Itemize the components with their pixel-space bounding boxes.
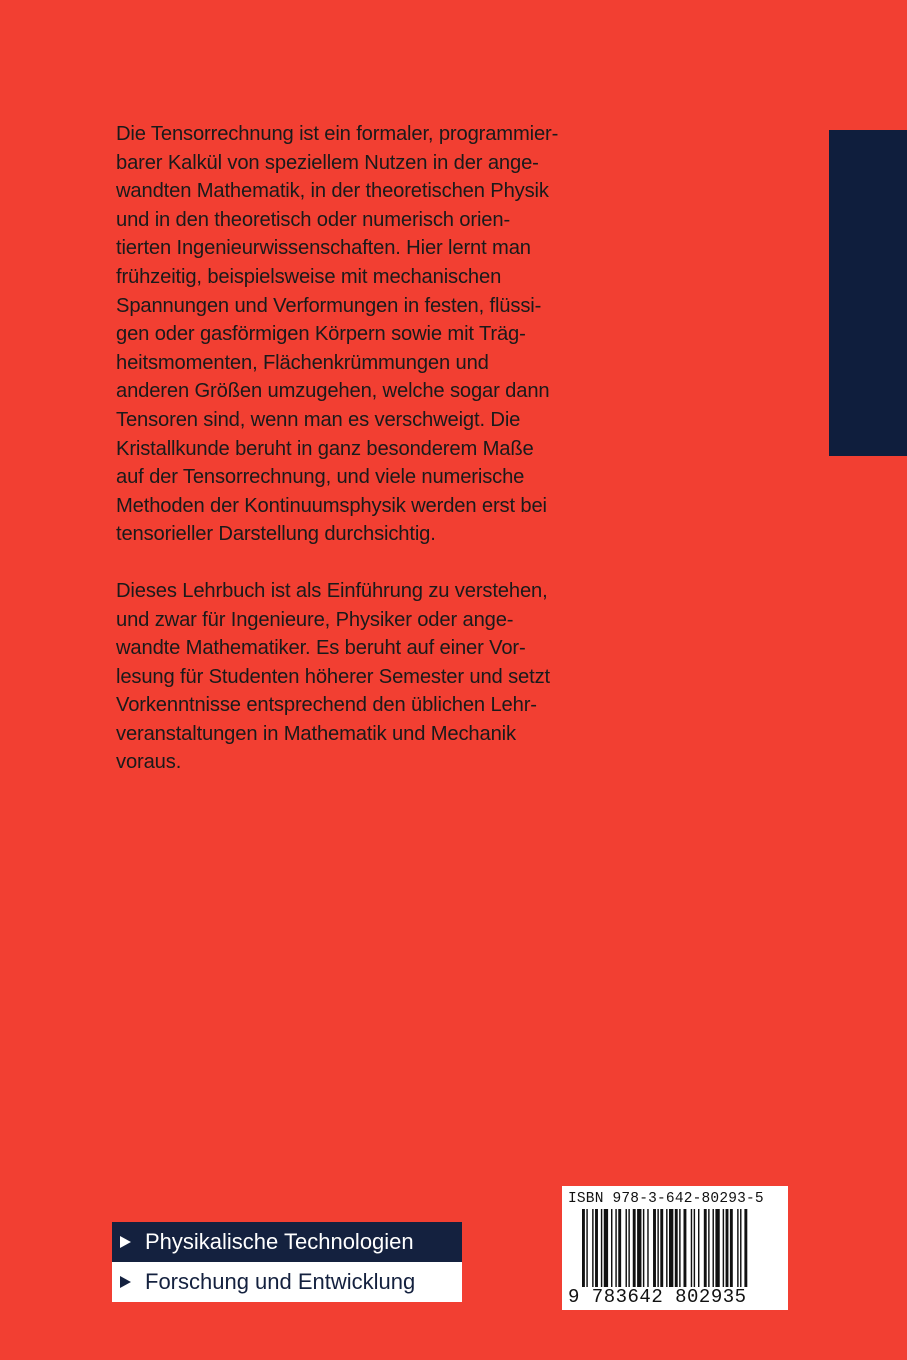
barcode-bar (618, 1209, 621, 1287)
blurb-line: lesung für Studenten höherer Semester und setzt (116, 665, 550, 688)
barcode-bar (633, 1209, 636, 1287)
barcode-bar (744, 1209, 747, 1287)
barcode-bar (595, 1209, 598, 1287)
blurb-line: gen oder gasförmigen Körpern sowie mit Träg- (116, 323, 526, 346)
series-item-label: Physikalische Technologien (145, 1229, 414, 1254)
barcode-bar (626, 1209, 627, 1287)
barcode-bar (653, 1209, 656, 1287)
barcode-bar (592, 1209, 593, 1287)
barcode-bar (684, 1209, 687, 1287)
blurb-line: barer Kalkül von speziellem Nutzen in der ange- (116, 151, 539, 174)
barcode-bar (708, 1209, 709, 1287)
blurb-line: frühzeitig, beispielsweise mit mechanischen (116, 265, 502, 288)
series-item-label: Forschung und Entwicklung (145, 1269, 416, 1294)
barcode-bar (704, 1209, 707, 1287)
blurb-line: Methoden der Kontinuumsphysik werden erst bei (116, 494, 547, 517)
barcode-bar (582, 1209, 585, 1287)
cover-accent-bar (829, 130, 907, 456)
barcode-bar (604, 1209, 608, 1287)
barcode-bar (669, 1209, 673, 1287)
barcode-bars (568, 1209, 782, 1287)
blurb-line: Kristallkunde beruht in ganz besonderem Maße (116, 437, 534, 460)
blurb-line: Tensoren sind, wenn man es verschweigt. Die (116, 408, 521, 431)
barcode-bar (715, 1209, 719, 1287)
barcode-bar (679, 1209, 680, 1287)
blurb-paragraph-2 (116, 577, 636, 777)
blurb-line: wandte Mathematiker. Es beruht auf einer Vor- (116, 637, 526, 660)
blurb-line: heitsmomenten, Flächenkrümmungen und (116, 351, 489, 374)
barcode-bar (713, 1209, 714, 1287)
barcode-bar (611, 1209, 612, 1287)
blurb-line: Spannungen und Verformungen in festen, flüssi- (116, 294, 542, 317)
barcode-bar (628, 1209, 629, 1287)
barcode-bar (601, 1209, 602, 1287)
blurb-line: Die Tensorrechnung ist ein formaler, programmier- (116, 123, 559, 145)
barcode-bar (643, 1209, 644, 1287)
blurb-line: und in den theoretisch oder numerisch orien- (116, 208, 511, 231)
barcode-bar (657, 1209, 658, 1287)
barcode-bar (586, 1209, 587, 1287)
isbn-number: ISBN 978-3-642-80293-5 (568, 1191, 764, 1207)
blurb-line: veranstaltungen in Mathematik und Mechanik (116, 722, 516, 745)
blurb-line: und zwar für Ingenieure, Physiker oder ange- (116, 608, 514, 631)
barcode-bar (740, 1209, 741, 1287)
barcode-bar (726, 1209, 729, 1287)
blurb-line: auf der Tensorrechnung, und viele numerische (116, 466, 525, 489)
back-cover-blurb (116, 120, 636, 805)
barcode-bar (691, 1209, 692, 1287)
series-item-forschung-und-entwicklung (112, 1262, 462, 1302)
blurb-line: Vorkenntnisse entsprechend den üblichen Lehr- (116, 694, 537, 717)
blurb-paragraph-1 (116, 120, 636, 549)
barcode-bar (647, 1209, 648, 1287)
triangle-right-icon (120, 1236, 131, 1248)
barcode-bar (698, 1209, 699, 1287)
barcode-bar (660, 1209, 663, 1287)
isbn-barcode (562, 1186, 788, 1310)
triangle-right-icon (120, 1276, 131, 1288)
blurb-line: voraus. (116, 751, 182, 774)
blurb-line: tierten Ingenieurwissenschaften. Hier lernt man (116, 237, 531, 260)
barcode-bar (675, 1209, 678, 1287)
blurb-line: Dieses Lehrbuch ist als Einführung zu verstehen, (116, 579, 548, 602)
blurb-line: wandten Mathematik, in der theoretischen Physik (116, 180, 549, 203)
barcode-bar (637, 1209, 641, 1287)
barcode-bar (615, 1209, 616, 1287)
barcode-bar (694, 1209, 695, 1287)
barcode-bar (737, 1209, 738, 1287)
blurb-line: tensorieller Darstellung durchsichtig. (116, 523, 436, 546)
barcode-bar (666, 1209, 667, 1287)
series-labels (112, 1222, 462, 1302)
barcode-bar (730, 1209, 733, 1287)
series-item-physikalische-technologien (112, 1222, 462, 1262)
barcode-bar (723, 1209, 724, 1287)
blurb-line: anderen Größen umzugehen, welche sogar dann (116, 380, 550, 403)
ean-digits: 9 783642 802935 (568, 1286, 747, 1308)
